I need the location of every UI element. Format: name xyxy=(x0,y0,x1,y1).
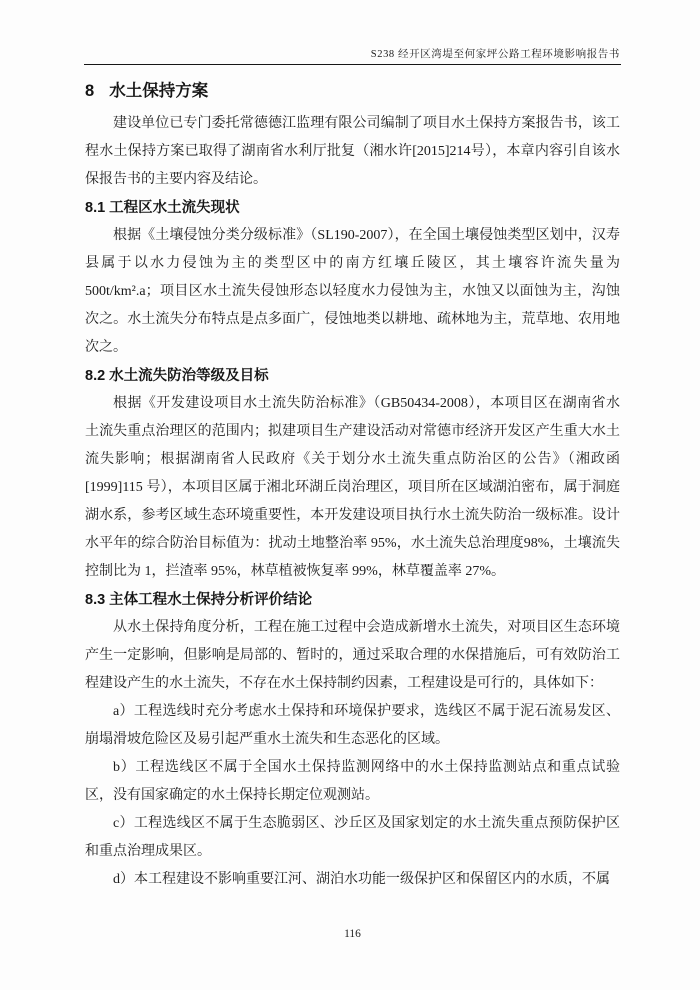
header-rule xyxy=(84,64,621,65)
section-8-1-paragraph: 根据《土壤侵蚀分类分级标准》（SL190-2007），在全国土壤侵蚀类型区划中，汉寿县属于以水力侵蚀为主的类型区中的南方红壤丘陵区，其土壤容许流失量为500t/km².a；项目区水土流失侵蚀形态以轻度水力侵蚀为主，水蚀又以面蚀为主，沟蚀次之。水土流失分布特点是点多面广，侵蚀地类以耕地、疏林地为主，荒草地、农用地次之。 xyxy=(85,228,620,355)
section-8-3-item-d: d）本工程建设不影响重要江河、湖泊水功能一级保护区和保留区内的水质，不属 xyxy=(113,872,610,887)
chapter-title: 水土保持方案 xyxy=(109,82,209,100)
section-8-2-paragraph: 根据《开发建设项目水土流失防治标准》（GB50434-2008），本项目区在湖南省水土流失重点治理区的范围内；拟建项目生产建设活动对常德市经济开发区产生重大水土流失影响；根据湖南省人民政府《关于划分水土流失重点防治区的公告》（湘政函[1999]115 号），本项目区属于湘北环湖丘岗治理区，项目所在区域湖泊密布，属于洞庭湖水系，参考区域生态环境重要性，本开发建设项目执行水土流失防治一级标准。设计水平年的综合防治目标值为：扰动土地整治率 95%，水土流失总治理度98%，土壤流失控制比为 1，拦渣率 95%，林草植被恢复率 99%，林草覆盖率 27%。 xyxy=(85,396,620,579)
page-number: 116 xyxy=(344,928,361,940)
chapter-heading xyxy=(85,76,620,106)
section-heading-8-2: 8.2 水土流失防治等级及目标 xyxy=(85,368,269,384)
section-8-3-paragraph-main: 从水土保持角度分析，工程在施工过程中会造成新增水土流失，对项目区生态环境产生一定影响，但影响是局部的、暂时的，通过采取合理的水保措施后，可有效防治工程建设产生的水土流失，不存在水土保持制约因素，工程建设是可行的，具体如下： xyxy=(85,620,620,691)
running-header: S238 经开区湾堤至何家坪公路工程环境影响报告书 xyxy=(370,49,620,60)
section-8-3-item-a: a）工程选线时充分考虑水土保持和环境保护要求，选线区不属于泥石流易发区、崩塌滑坡危险区及易引起严重水土流失和生态恶化的区域。 xyxy=(85,704,620,747)
section-8-3-item-c: c）工程选线区不属于生态脆弱区、沙丘区及国家划定的水土流失重点预防保护区和重点治理成果区。 xyxy=(85,816,620,859)
chapter-number: 8 xyxy=(85,82,95,100)
page-content xyxy=(85,76,620,894)
section-heading-8-1: 8.1 工程区水土流失现状 xyxy=(85,200,240,216)
section-8-3-item-b: b）工程选线区不属于全国水土保持监测网络中的水土保持监测站点和重点试验区，没有国家确定的水土保持长期定位观测站。 xyxy=(85,760,620,803)
section-heading-8-3: 8.3 主体工程水土保持分析评价结论 xyxy=(85,592,313,608)
intro-paragraph: 建设单位已专门委托常德德江监理有限公司编制了项目水土保持方案报告书，该工程水土保持方案已取得了湖南省水利厅批复（湘水许[2015]214号），本章内容引自该水保报告书的主要内容及结论。 xyxy=(85,116,620,187)
